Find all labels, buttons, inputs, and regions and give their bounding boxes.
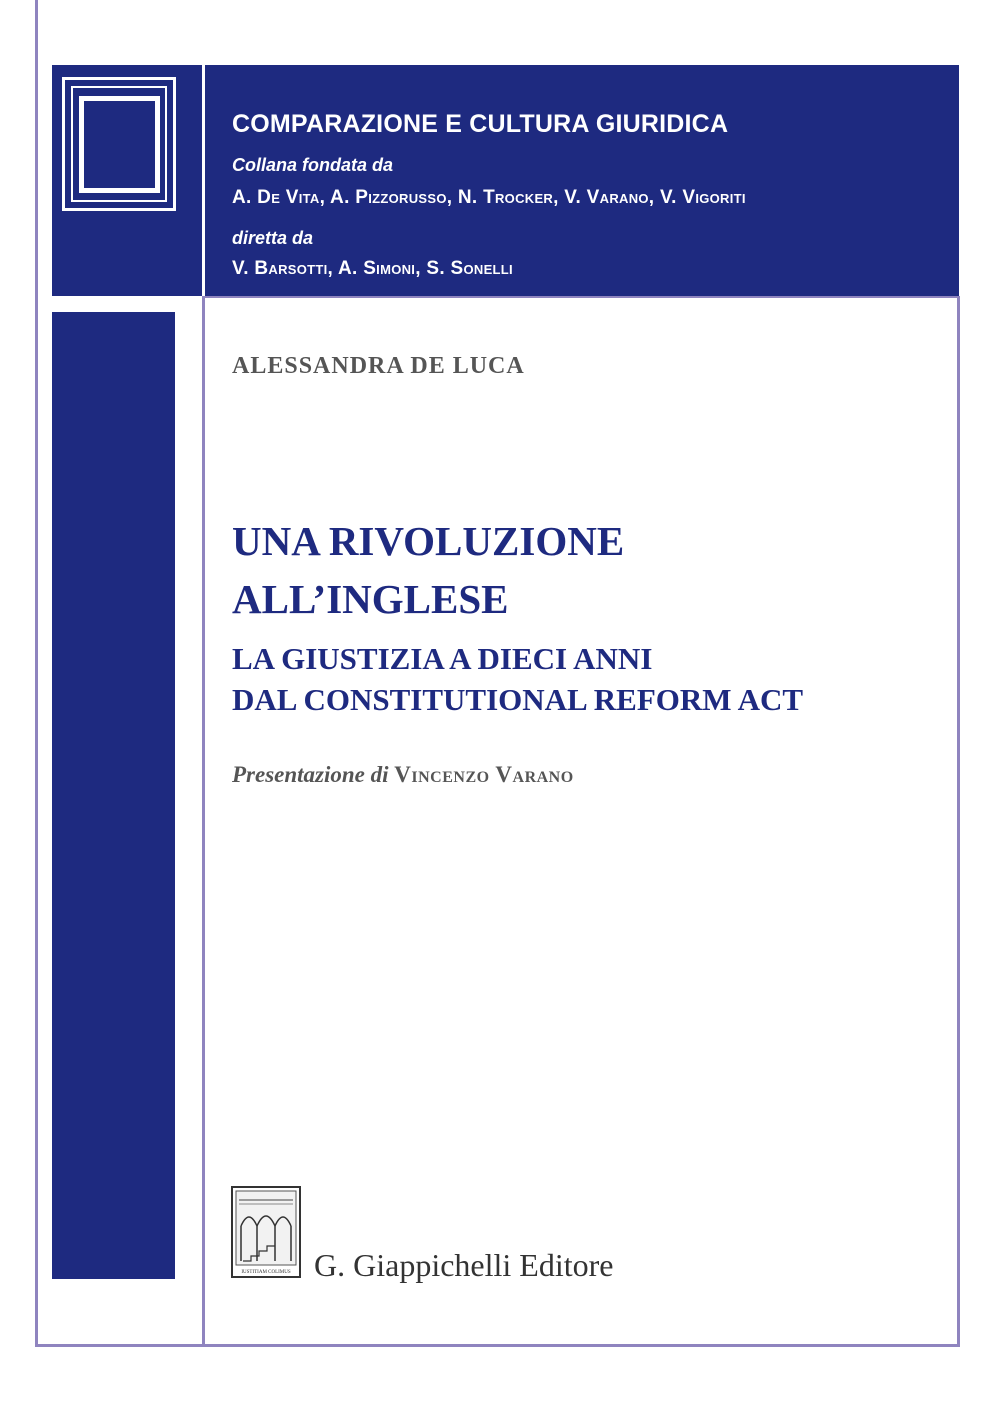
frame-line-top-inner (202, 296, 959, 298)
book-subtitle-line-2: DAL CONSTITUTIONAL REFORM ACT (232, 682, 804, 717)
side-band (52, 312, 175, 1279)
series-directors: V. Barsotti, A. Simoni, S. Sonelli (232, 258, 513, 279)
frame-line-bottom (35, 1344, 959, 1347)
frame-line-inner (202, 296, 205, 1344)
series-founders: A. De Vita, A. Pizzorusso, N. Trocker, V. Varano, V. Vigoriti (232, 187, 746, 208)
presentation-label: Presentazione di (232, 762, 389, 787)
publisher-name: G. Giappichelli Editore (314, 1247, 614, 1283)
book-subtitle-line-1: LA GIUSTIZIA A DIECI ANNI (232, 641, 653, 676)
series-emblem-inner-frame (79, 96, 160, 193)
author-name: ALESSANDRA DE LUCA (232, 353, 525, 379)
presentation-credit (232, 762, 574, 788)
header-divider (202, 65, 205, 296)
series-directed-label: diretta da (232, 228, 314, 248)
book-title-line-1: UNA RIVOLUZIONE (232, 518, 625, 564)
series-founded-label: Collana fondata da (232, 155, 394, 175)
series-title: COMPARAZIONE E CULTURA GIURIDICA (232, 110, 729, 138)
publisher-logo-motto: IUSTITIAM COLIMUS (241, 1270, 291, 1275)
frame-line-left (35, 0, 38, 1347)
frame-line-right (957, 296, 960, 1347)
presentation-name: Vincenzo Varano (394, 762, 574, 787)
publisher-logo-icon (231, 1186, 301, 1278)
book-title-line-2: ALL’INGLESE (232, 576, 509, 622)
